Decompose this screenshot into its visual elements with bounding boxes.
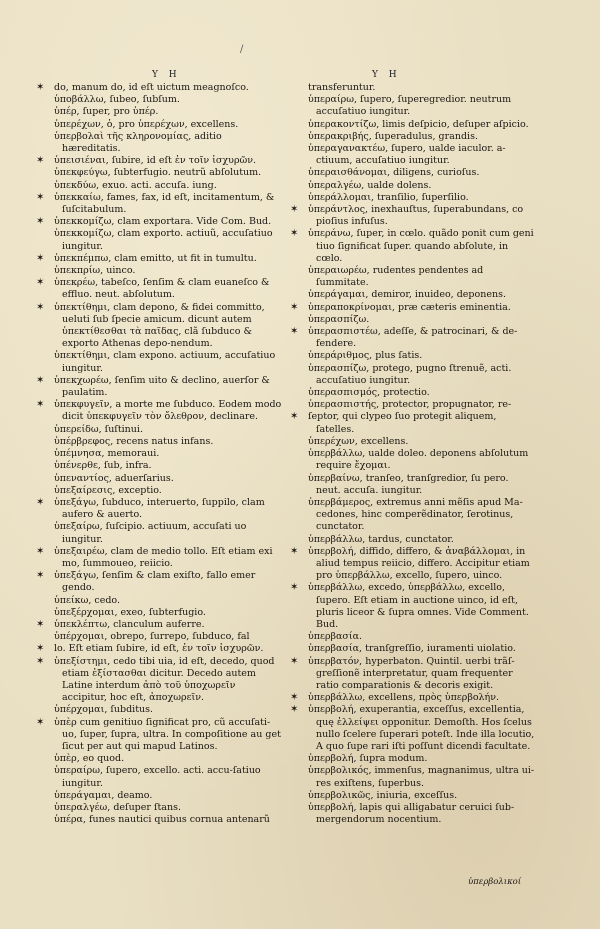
entry-text: ὑπερασπιστέω, adeſſe, & patrocinari, & de-fendere. [308, 326, 518, 350]
entry-text: ὑπεισιέναι, ſubire, id eſt ἐν τοῖν ἰσχυρῶν. [54, 155, 257, 167]
entry-text: ὑπερβάλλω, excedo, ὑπερβάλλω, excello, ſupero. Eſt etiam in auctione uinco, id eſt, pluris liceor & ſupra omnes. Vide Comment. Bud. [308, 582, 529, 630]
entry-text: ὑπεραλγέω, ualde dolens. [308, 179, 432, 191]
dictionary-entry [54, 521, 282, 545]
dictionary-entry [308, 289, 536, 301]
entry-text: ὑπεράνω, ſuper, in cœlo. quãdo ponit cum geni tiuo ſignificat ſuper. quando abſolute, in cœlo. [308, 228, 534, 264]
left-column [36, 82, 282, 826]
dictionary-entry [54, 765, 282, 789]
dictionary-entry [308, 192, 536, 204]
dictionary-entry [54, 94, 282, 106]
dictionary-entry [54, 631, 282, 643]
dictionary-entry [308, 180, 536, 192]
star-mark-icon: ✶ [290, 204, 299, 216]
dictionary-entry [36, 399, 282, 423]
left-running-head: Y H [152, 70, 181, 80]
dictionary-entry [54, 119, 282, 131]
dictionary-entry [308, 473, 536, 497]
entry-text: ὑπεράγαμαι, deamo. [54, 789, 153, 801]
star-mark-icon: ✶ [290, 228, 299, 240]
right-column [290, 82, 536, 826]
dictionary-entry [36, 545, 282, 570]
dictionary-entry [54, 448, 282, 460]
dictionary-entry [308, 350, 536, 362]
dictionary-entry [308, 314, 536, 326]
dictionary-entry [54, 814, 282, 826]
entry-text: ὑποβάλλω, ſubeo, ſubſum. [54, 94, 180, 106]
entry-text: ὑπεράλλομαι, tranſilio, ſuperſilio. [308, 191, 469, 203]
entry-text: ὑπερβολή, lapis qui alligabatur ceruici ſub-mergendorum nocentium. [308, 801, 515, 826]
star-mark-icon: ✶ [290, 655, 299, 667]
star-mark-icon: ✶ [36, 655, 45, 667]
entry-text: ὑπερβάλλω, ualde doleo. deponens abſolutum require ἔχομαι. [308, 448, 529, 472]
star-mark-icon: ✶ [36, 570, 45, 582]
dictionary-entry [36, 655, 282, 705]
entry-text: ὑπερέχων, ὁ, pro ὑπερέχων, excellens. [54, 118, 239, 130]
star-mark-icon: ✶ [36, 399, 45, 411]
entry-text: ὑπεκτίθημι, clam expono. actiuum, accuſatiuo iungitur. [54, 350, 276, 374]
star-mark-icon: ✶ [36, 191, 45, 203]
star-mark-icon: ✶ [290, 704, 299, 716]
entry-text: ὑπεκπέμπω, clam emitto, ut fit in tumultu. [54, 252, 257, 264]
entry-text: ὑπερβατόν, hyperbaton. Quintil. uerbi trãſ-greſſionẽ interpretatur, quam frequenter ratio comparationis & decoris exigit. [308, 655, 515, 691]
entry-text: ὑπὲρ cum genitiuo ſignificat pro, cũ accuſati-uo, ſuper, ſupra, ultra. In compoſitione au get ſicut per aut qui mapud Latinos. [54, 716, 281, 752]
dictionary-entry [290, 411, 536, 435]
entry-text: ὑπεράριθμος, plus ſatis. [308, 350, 423, 362]
dictionary-entry [54, 460, 282, 472]
star-mark-icon: ✶ [290, 326, 299, 338]
entry-text: ὑπεκχωρέω, ſenſim uito & declino, auerſor & paulatim. [54, 374, 270, 399]
entry-text: ὑπερασπιστής, protector, propugnator, re- [308, 399, 512, 411]
dictionary-entry [54, 167, 282, 179]
entry-text: ὑπεράγαμαι, demiror, inuideo, deponens. [308, 289, 506, 301]
dictionary-entry [290, 704, 536, 753]
dictionary-entry [36, 618, 282, 631]
dictionary-entry [54, 595, 282, 607]
entry-text: lo. Eſt etiam ſubire, id eſt, ἐν τοῖν ἰσχυρῶν. [54, 643, 264, 655]
entry-text: ὑπεραισθάνομαι, diligens, curioſus. [308, 167, 480, 179]
entry-text: ὑπεξαίρω, ſuſcipio. actiuum, accuſati uo iungitur. [54, 521, 247, 545]
entry-text: ὑπεκλέπτω, clanculum auferre. [54, 618, 205, 630]
entry-text: ὑπερέχων, excellens. [308, 435, 409, 447]
dictionary-entry [308, 765, 536, 789]
dictionary-entry [36, 716, 282, 754]
star-mark-icon: ✶ [36, 277, 45, 289]
star-mark-icon: ✶ [36, 716, 45, 728]
entry-text: ὑπερβολή, exuperantia, exceſſus, excellentia, quę ἐλλείψει opponitur. Demoſth. Hos ſcelus nullo ſcelere ſuperari poteſt. Inde illa locutio, A quo ſupe rari iſti poſſunt dicendi facultate. [308, 704, 535, 752]
dictionary-entry [36, 191, 282, 216]
dictionary-entry [36, 216, 282, 228]
star-mark-icon: ✶ [36, 301, 45, 313]
dictionary-entry [308, 143, 536, 167]
dictionary-entry [308, 448, 536, 472]
dictionary-entry [54, 106, 282, 118]
star-mark-icon: ✶ [290, 301, 299, 313]
entry-text: ὑπεκκομίζω, clam exporto. actiuũ, accuſatiuo iungitur. [54, 228, 273, 252]
right-running-head: Y H [372, 70, 401, 80]
entry-text: ὑπένερθε, ſub, infra. [54, 460, 152, 472]
star-mark-icon: ✶ [36, 216, 45, 228]
star-mark-icon: ✶ [290, 411, 299, 423]
star-mark-icon: ✶ [290, 545, 299, 557]
entry-text: ὑπεξάγω, ſubduco, interuerto, ſuppilo, clam aufero & auerto. [54, 496, 265, 521]
dictionary-entry [290, 326, 536, 350]
entry-text: ὑπεκφεύγω, ſubterfugio. neutrũ abſolutum. [54, 167, 262, 179]
dictionary-entry [54, 436, 282, 448]
dictionary-entry [54, 350, 282, 374]
entry-text: ὑπερβολικός, immenſus, magnanimus, ultra ui-res exiſtens, ſuperbus. [308, 765, 535, 789]
entry-text: transferuntur. [308, 82, 376, 93]
dictionary-entry [36, 301, 282, 351]
dictionary-entry [308, 534, 536, 546]
entry-text: ὑπερακριβής, ſuperadulus, grandis. [308, 130, 478, 142]
dictionary-entry [54, 790, 282, 802]
dictionary-entry [308, 265, 536, 289]
entry-text: ὑπεραποκρίνομαι, præ cæteris eminentia. [308, 301, 511, 313]
entry-text: ὑπερβολή, diffido, differo, & ἀναβάλλομαι, in aliud tempus reiicio, differo. Accipitur etiam pro ὑπερβάλλω, excello, ſupero, uinco. [308, 545, 530, 582]
dictionary-entry [290, 692, 536, 704]
dictionary-entry [290, 228, 536, 265]
dictionary-entry [54, 607, 282, 619]
entry-text: ὑπεναντίος, aduerſarius. [54, 472, 174, 484]
entry-text: ὑπερβαίνω, tranſeo, tranſgredior, ſu pero. neut. accuſa. iungitur. [308, 472, 509, 496]
dictionary-entry [36, 155, 282, 167]
star-mark-icon: ✶ [36, 643, 45, 655]
star-mark-icon: ✶ [36, 252, 45, 264]
dictionary-entry [54, 265, 282, 277]
entry-text: do, manum do, id eſt uictum meagnoſco. [54, 82, 249, 93]
dictionary-entry [308, 82, 536, 94]
entry-text: ὑπεραλγέω, deſuper ſtans. [54, 801, 181, 813]
dictionary-entry [308, 802, 536, 826]
entry-text: ὑπεκδύω, exuo. acti. accuſa. iung. [54, 179, 217, 191]
entry-text: ὑπέρα, funes nautici quibus cornua antenarũ [54, 814, 270, 826]
dictionary-entry [308, 631, 536, 643]
entry-text: ὑπερβάμερος, extremus anni mẽſis apud Ma-cedones, hinc comperẽdinator, ſerotinus, cunctator. [308, 496, 523, 533]
dictionary-entry [308, 399, 536, 411]
dictionary-entry [308, 94, 536, 118]
star-mark-icon: ✶ [290, 692, 299, 704]
entry-text: ὑπέρχομαι, ſubditus. [54, 704, 154, 716]
dictionary-entry [290, 545, 536, 583]
entry-text: ὑπεκφυγεῖν, a morte me ſubduco. Eodem modo dicit ὑπεκφυγεῖν τὸν ὄλεθρον, declinare. [54, 399, 282, 423]
entry-text: ὑπεραιωρέω, rudentes pendentes ad ſummitate. [308, 265, 484, 289]
entry-text: ὑπεραγανακτέω, ſupero, ualde iaculor. a-ctiuum, accuſatiuo iungitur. [308, 143, 506, 167]
dictionary-entry [54, 424, 282, 436]
star-mark-icon: ✶ [36, 618, 45, 630]
entry-text: ὑπερβάλλω, excellens, πρὸς ὑπερβολήν. [308, 692, 500, 704]
entry-text: ὑπεκκαίω, fames, fax, id eſt, incitamentum, & ſuſcitabulum. [54, 191, 275, 216]
entry-text: ὑπερείδω, ſuſtinui. [54, 423, 143, 435]
entry-text: ὑπεξίστημι, cedo tibi uia, id eſt, decedo, quod etiam ἐξίστασθαι dicitur. Decedo autem Latine interdum ἀπὸ τοῦ ὑποχωρεῖν accipitur, hoc eſt, ἀποχωρεῖν. [54, 655, 275, 704]
entry-text: ὑπεραίρω, ſupero, ſuperegredior. neutrum accuſatiuo iungitur. [308, 94, 512, 118]
entry-text: ὑπέρ, ſuper, pro ὑπέρ. [54, 106, 159, 118]
entry-text: ὑπεξέρχομαι, exeo, ſubterfugio. [54, 606, 206, 618]
catchword: ὑπερβολικοί [468, 877, 522, 887]
entry-text: ὑπεραίρω, ſupero, excello. acti. accu-ſatiuo iungitur. [54, 765, 261, 789]
entry-text: ὑπέρχομαι, obrepo, ſurrepo, ſubduco, fal [54, 631, 250, 643]
entry-text: ὑπέρβρεφος, recens natus infans. [54, 435, 214, 447]
entry-text: ὑπερασπισμός, protectio. [308, 387, 430, 399]
entry-text: ὑπεκπρίω, uinco. [54, 265, 136, 277]
entry-text: ὑπεκρέω, tabeſco, ſenſim & clam euaneſco & effluo. neut. abſolutum. [54, 277, 270, 301]
entry-text: ὑπέμνησα, memoraui. [54, 448, 160, 460]
dictionary-entry [54, 473, 282, 485]
dictionary-entry [308, 119, 536, 131]
dictionary-entry [308, 363, 536, 387]
dictionary-entry [54, 485, 282, 497]
dictionary-entry [308, 436, 536, 448]
entry-text: ὑπερβασία, tranſgreſſio, iuramenti uiolatio. [308, 643, 516, 655]
entry-text: ſeptor, qui clypeo ſuo protegit aliquem, ſatelles. [308, 411, 497, 435]
dictionary-entry [54, 802, 282, 814]
dictionary-entry [36, 82, 282, 94]
star-mark-icon: ✶ [36, 82, 45, 93]
dictionary-entry [290, 655, 536, 693]
entry-text: ὑπερακοντίζω, limis deſpicio, deſuper aſpicio. [308, 118, 529, 130]
dictionary-entry [36, 570, 282, 594]
entry-text: ὑπεξαιρέω, clam de medio tollo. Eſt etiam exi mo, ſummoueo, reiicio. [54, 545, 273, 569]
dictionary-entry [308, 497, 536, 534]
page-mark: / [240, 44, 244, 55]
entry-text: ὑπεξαίρεσις, exceptio. [54, 484, 162, 496]
entry-text: ὑπείκω, cedo. [54, 594, 120, 606]
dictionary-entry [54, 131, 282, 155]
dictionary-entry [308, 643, 536, 655]
star-mark-icon: ✶ [36, 496, 45, 508]
entry-text: ὑπερβασία. [308, 631, 363, 643]
dictionary-entry [54, 180, 282, 192]
entry-text: ὑπεξάγω, ſenſim & clam exiſto, fallo emer gendo. [54, 570, 256, 594]
entry-text: ὑπὲρ, eo quod. [54, 753, 125, 765]
dictionary-entry [54, 228, 282, 252]
star-mark-icon: ✶ [36, 545, 45, 557]
entry-text: ὑπερβολικῶς, iniuria, exceſſus. [308, 789, 458, 801]
dictionary-entry [36, 277, 282, 301]
dictionary-entry [290, 204, 536, 228]
entry-text: ὑπερβολαὶ τῆς κληρονομίας, aditio hæreditatis. [54, 130, 222, 155]
entry-text: ὑπερασπίζω. [308, 313, 370, 325]
star-mark-icon: ✶ [290, 582, 299, 594]
dictionary-entry [290, 301, 536, 314]
entry-text: ὑπεκκομίζω, clam exportara. Vide Com. Bud. [54, 216, 272, 228]
dictionary-entry [290, 582, 536, 631]
dictionary-entry [36, 496, 282, 521]
entry-text: ὑπεράντλος, inexhauſtus, ſuperabundans, co pioſius infuſus. [308, 204, 524, 228]
dictionary-entry [54, 753, 282, 765]
dictionary-entry [308, 167, 536, 179]
dictionary-entry [308, 790, 536, 802]
dictionary-entry [308, 387, 536, 399]
entry-text: ὑπερασπίζω, protego, pugno ſtrenuẽ, acti. accuſatiuo iungitur. [308, 362, 512, 386]
dictionary-entry [308, 753, 536, 765]
dictionary-entry [36, 252, 282, 265]
star-mark-icon: ✶ [36, 155, 45, 167]
entry-text: ὑπεκτίθημι, clam depono, & fidei committo, ueluti ſub ſpecie amicum. dicunt autem ὑπεκτίθεσθαι τὰ παῖδας, clã ſubduco & exporto Athenas depo-nendum. [54, 301, 265, 350]
dictionary-entry [36, 643, 282, 655]
star-mark-icon: ✶ [36, 374, 45, 386]
dictionary-entry [54, 704, 282, 716]
dictionary-entry [308, 131, 536, 143]
entry-text: ὑπερβολή, ſupra modum. [308, 753, 428, 765]
dictionary-entry [36, 374, 282, 399]
entry-text: ὑπερβάλλω, tardus, cunctator. [308, 533, 454, 545]
